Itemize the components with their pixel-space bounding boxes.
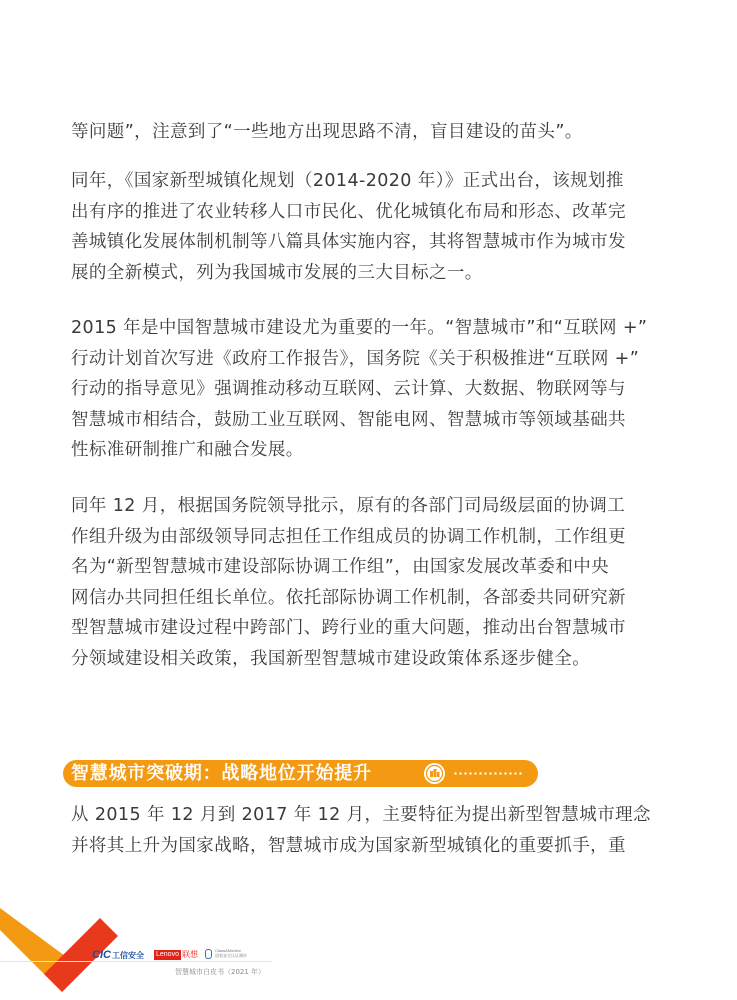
text-line: 展的全新模式，列为我国城市发展的三大目标之一。 — [71, 262, 483, 283]
text-line: 作组升级为由部级领导同志担任工作组成员的协调工作机制，工作组更 — [71, 526, 626, 547]
lenovo-logo: Lenovo — [156, 951, 179, 958]
paragraph-5 — [71, 800, 667, 861]
text-line: 同年 12 月，根据国务院领导批示，原有的各部门司局级层面的协调工 — [71, 496, 626, 516]
text-line: 名为“新型智慧城市建设部际协调工作组”，由国家发展改革委和中央 — [71, 557, 610, 577]
cic-logo-text: CIC — [92, 949, 111, 961]
text-line: 智慧城市相结合，鼓励工业互联网、智能电网、智慧城市等领域基础共 — [71, 409, 626, 430]
lenovo-logo-chinese: 联想 — [182, 950, 198, 959]
partner-logo-text — [215, 948, 247, 958]
paragraph-3 — [71, 313, 667, 466]
city-icon — [424, 763, 445, 784]
partner-logo-line-1: ClassAMonitor — [215, 948, 242, 953]
text-line: 善城镇化发展体制机制等八篇具体实施内容，其将智慧城市作为城市发 — [71, 232, 626, 252]
partner-logo-line-2: 国家安全认证测评 — [215, 953, 247, 958]
cic-logo-subtext: 工信安全 — [111, 951, 144, 960]
text-line: 行动的指导意见》强调推动移动互联网、云计算、大数据、物联网等与 — [71, 379, 626, 399]
text-line: 同年，《国家新型城镇化规划（2014-2020 年）》正式出台，该规划推 — [71, 171, 624, 191]
section-heading-title: 智慧城市突破期：战略地位开始提升 — [71, 763, 372, 784]
text-line: 2015 年是中国智慧城市建设尤为重要的一年。“智慧城市”和“互联网 +” — [71, 318, 648, 338]
section-heading-banner — [63, 760, 538, 787]
paragraph-1 — [71, 117, 667, 148]
paragraph-4 — [71, 491, 667, 674]
page-corner-decoration — [0, 890, 120, 1000]
text-line: 型智慧城市建设过程中跨部门、跨行业的重大问题，推动出台智慧城市 — [71, 618, 626, 638]
partner-logo-icon — [205, 949, 212, 959]
decorative-dots — [453, 772, 523, 775]
page-number: 5 — [67, 926, 75, 941]
paragraph-2 — [71, 166, 667, 288]
text-line: 性标准研制推广和融合发展。 — [71, 440, 304, 460]
text-line: 行动计划首次写进《政府工作报告》，国务院《关于积极推进“互联网 +” — [71, 348, 640, 369]
text-line: 分领域建设相关政策，我国新型智慧城市建设政策体系逐步健全。 — [71, 648, 591, 669]
text-line: 网信办共同担任组长单位。依托部际协调工作机制，各部委共同研究新 — [71, 587, 626, 608]
text-line: 从 2015 年 12 月到 2017 年 12 月，主要特征为提出新型智慧城市理念 — [71, 805, 651, 825]
partner-logo — [205, 947, 253, 962]
cic-logo — [92, 949, 144, 961]
footer-caption: 智慧城市白皮书（2021 年） — [175, 968, 266, 976]
text-line: 并将其上升为国家战略，智慧城市成为国家新型城镇化的重要抓手，重 — [71, 835, 626, 856]
text-line: 等问题”，注意到了“一些地方出现思路不清，盲目建设的苗头”。 — [71, 122, 583, 142]
text-line: 出有序的推进了农业转移人口市民化、优化城镇化布局和形态、改革完 — [71, 201, 626, 222]
